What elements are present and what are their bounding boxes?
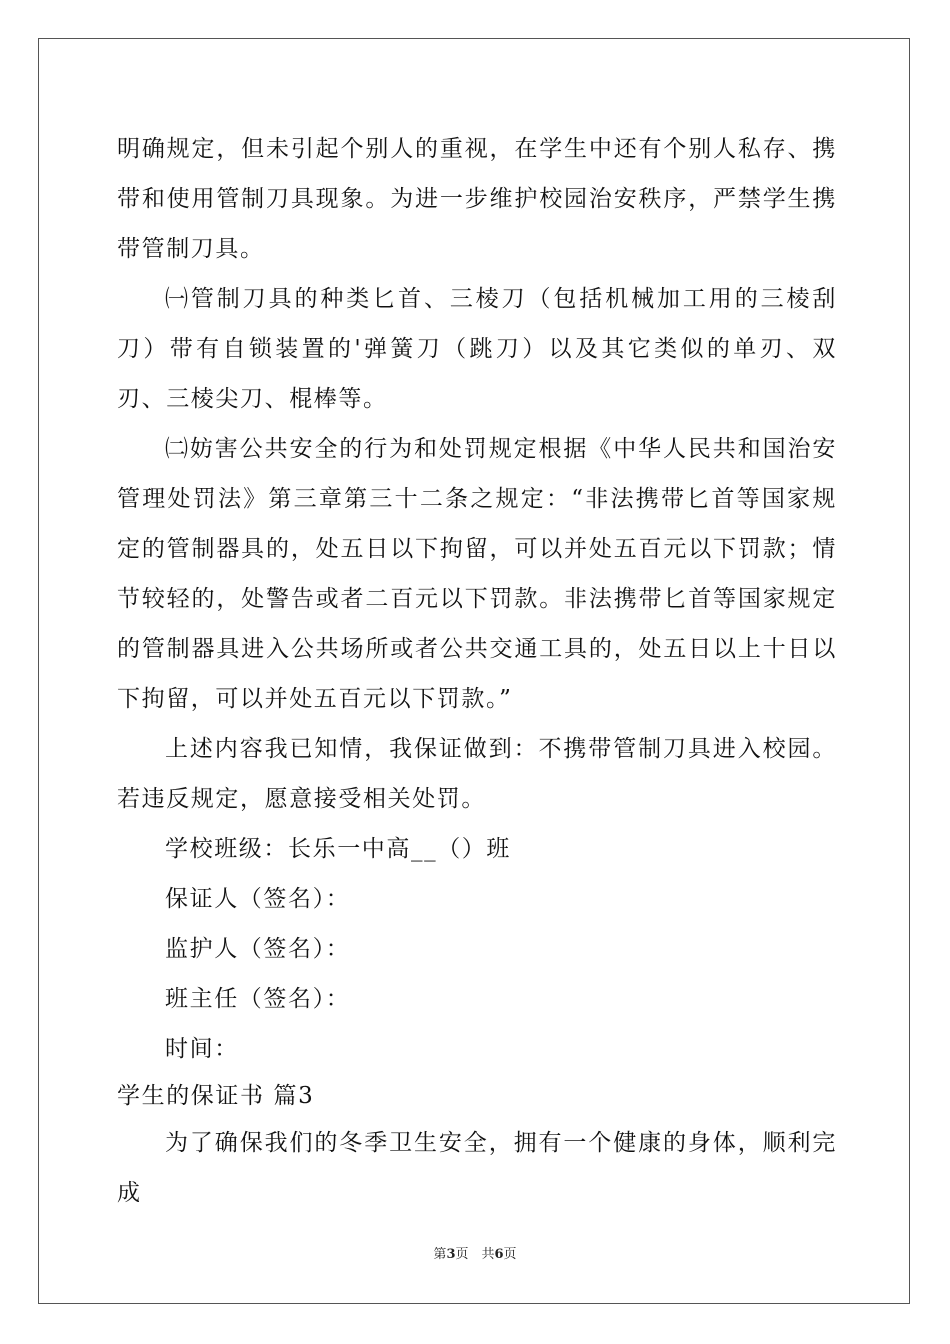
paragraph-knife-types: ㈠管制刀具的种类匕首、三棱刀（包括机械加工用的三棱刮刀）带有自锁装置的'弹簧刀（跳刀）以及其它类似的单刃、双刃、三棱尖刀、棍棒等。: [117, 286, 837, 412]
teacher-signature-line: 班主任（签名）：: [165, 986, 351, 1012]
page-footer: [0, 1246, 950, 1264]
paragraph-pledge: 上述内容我已知情，我保证做到：不携带管制刀具进入校园。若违反规定，愿意接受相关处罚。: [117, 736, 837, 812]
paragraph-penalties: ㈡妨害公共安全的行为和处罚规定根据《中华人民共和国治安管理处罚法》第三章第三十二条之规定：“非法携带匕首等国家规定的管制器具的，处五日以下拘留，可以并处五百元以下罚款；情节较轻的，处警告或者二百元以下罚款。非法携带匕首等国家规定的管制器具进入公共场所或者公共交通工具的，处五日以上十日以下拘留，可以并处五百元以下罚款。”: [117, 436, 837, 712]
section-heading: 学生的保证书 篇3: [117, 1083, 315, 1109]
footer-page-suffix: 页: [503, 1247, 517, 1262]
guardian-signature-line: 监护人（签名）：: [165, 936, 351, 962]
class-line: 学校班级：长乐一中高__（）班: [165, 836, 511, 862]
footer-total-pages: 6: [494, 1247, 504, 1262]
footer-page-mid: 页 共: [455, 1247, 495, 1262]
section-paragraph: 为了确保我们的冬季卫生安全，拥有一个健康的身体，顺利完成: [117, 1130, 837, 1206]
document-body: [117, 124, 837, 1218]
guarantor-signature-line: 保证人（签名）：: [165, 886, 351, 912]
footer-page-prefix: 第: [433, 1247, 447, 1262]
footer-current-page: 3: [446, 1247, 456, 1262]
paragraph-continued: 明确规定，但未引起个别人的重视，在学生中还有个别人私存、携带和使用管制刀具现象。为进一步维护校园治安秩序，严禁学生携带管制刀具。: [117, 136, 837, 262]
date-line: 时间：: [165, 1036, 239, 1062]
